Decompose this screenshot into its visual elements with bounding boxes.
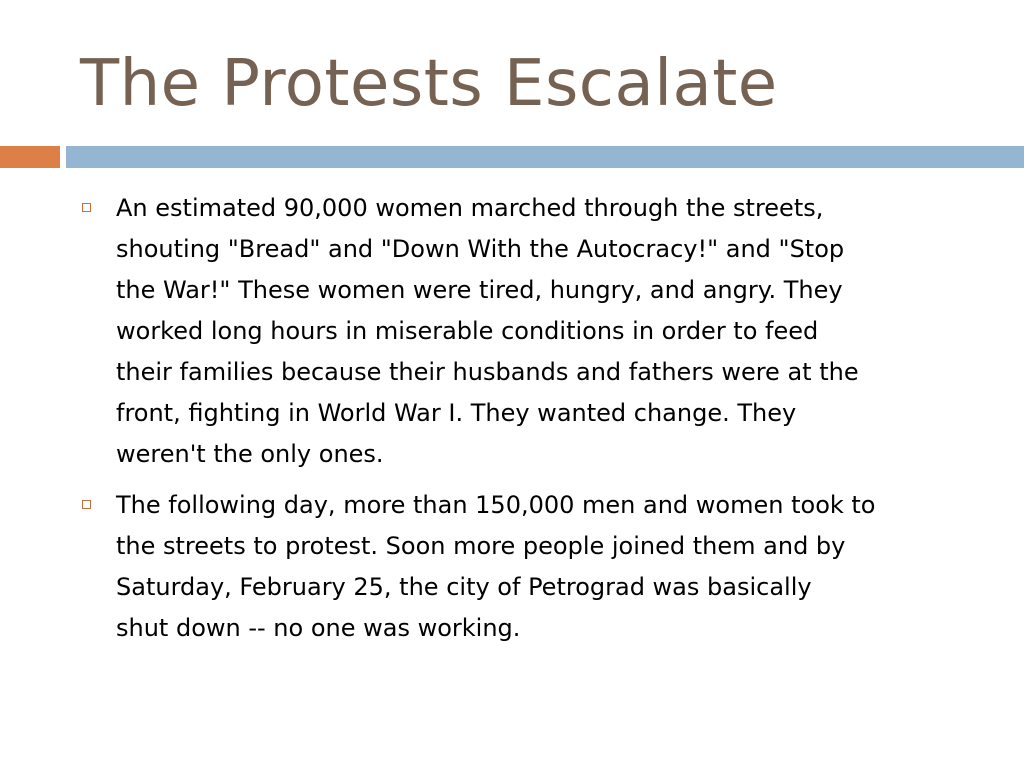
bullet-list: [76, 188, 976, 659]
title-rule: [66, 146, 1024, 168]
bullet-item: [76, 485, 976, 649]
bullet-text: An estimated 90,000 women marched through the streets, shouting "Bread" and "Down With the Autocracy!" and "Stop the War!" These women were tired, hungry, and angry. They worked long hours in miserable conditions in order to feed their families because their husbands and fathers were at the front, fighting in World War I. They wanted change. They weren't the only ones.: [116, 194, 859, 468]
bullet-text: The following day, more than 150,000 men and women took to the streets to protest. Soon more people joined them and by Saturday, February 25, the city of Petrograd was basically shut down -- no one was working.: [116, 491, 876, 642]
bullet-item: [76, 188, 976, 475]
hollow-square-icon: [82, 203, 91, 212]
slide-title: The Protests Escalate: [80, 47, 778, 121]
hollow-square-icon: [82, 500, 91, 509]
accent-rule: [0, 146, 60, 168]
